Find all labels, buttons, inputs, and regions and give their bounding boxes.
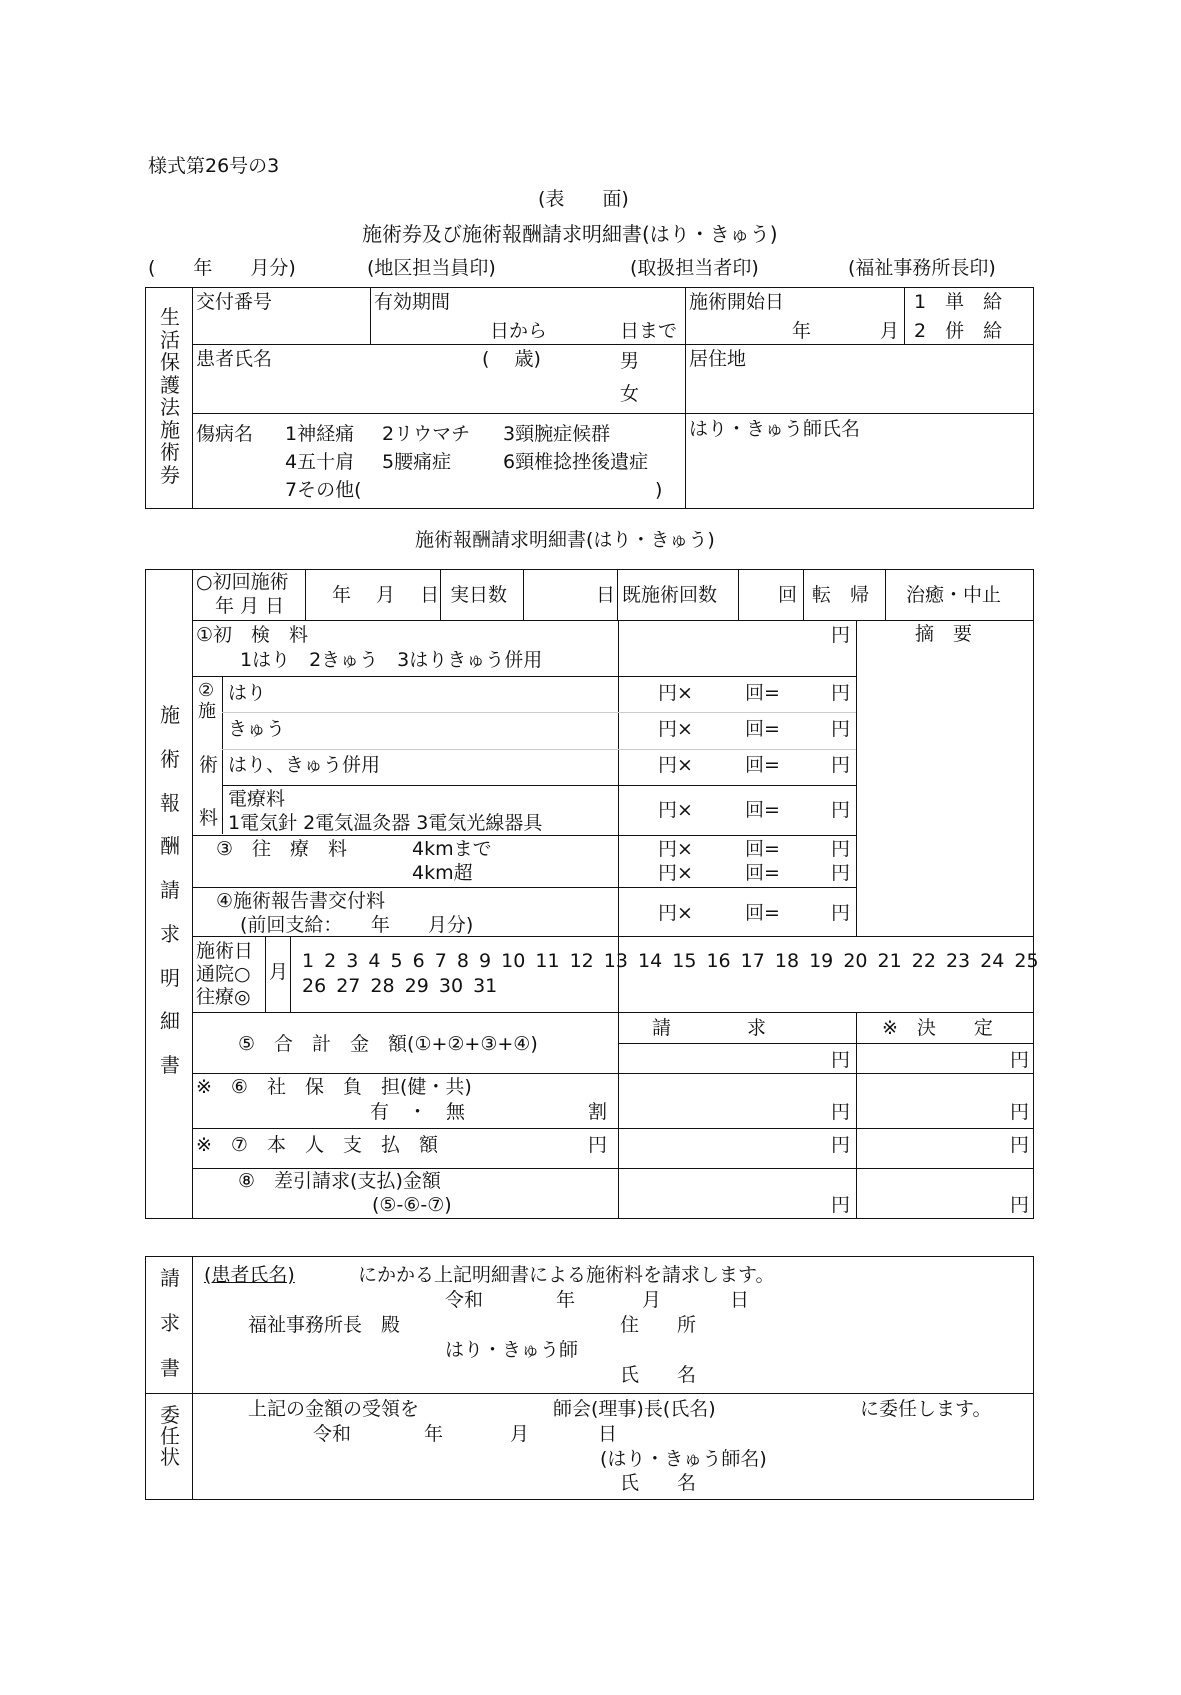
disease-option-5[interactable]: 5腰痛症 bbox=[382, 451, 452, 473]
claim-name-label: 氏 名 bbox=[620, 1364, 697, 1386]
claim-era: 令和 bbox=[445, 1289, 484, 1311]
combined-times: 回= bbox=[745, 754, 780, 776]
initial-fee-yen: 円 bbox=[831, 624, 851, 646]
claim-month: 月 bbox=[642, 1289, 662, 1311]
self-pay-unit-yen: 円 bbox=[588, 1134, 608, 1156]
self-pay-claim-yen: 円 bbox=[831, 1134, 851, 1156]
disease-option-other[interactable]: 7その他( bbox=[285, 479, 362, 501]
travel-under-unit-yen: 円× bbox=[658, 838, 693, 860]
delegation-name-label: 氏 名 bbox=[620, 1472, 697, 1494]
electro-times: 回= bbox=[745, 799, 780, 821]
report-fee-previous[interactable]: (前回支給： 年 月分) bbox=[240, 914, 474, 936]
treatment-row-combined: はり、きゅう併用 bbox=[228, 754, 381, 776]
side-label: (表 面) bbox=[538, 188, 629, 210]
decision-column-header: ※ 決 定 bbox=[882, 1017, 993, 1039]
net-claim-yen: 円 bbox=[831, 1194, 851, 1216]
total-claim-yen: 円 bbox=[831, 1049, 851, 1071]
patient-name-label: 患者氏名 bbox=[196, 348, 273, 370]
first-date-label-2: 年 月 日 bbox=[215, 595, 285, 617]
claim-day: 日 bbox=[730, 1289, 750, 1311]
delegation-month: 月 bbox=[510, 1423, 530, 1445]
delegation-text-2[interactable]: 師会(理事)長(氏名) bbox=[553, 1398, 716, 1420]
insurance-options[interactable]: 有 ・ 無 bbox=[370, 1101, 466, 1123]
period-field[interactable]: ( 年 月分) bbox=[148, 257, 296, 279]
valid-period-label: 有効期間 bbox=[374, 291, 451, 313]
patient-name-field[interactable]: (患者氏名) bbox=[204, 1264, 295, 1286]
hari-total-yen: 円 bbox=[831, 682, 851, 704]
actual-days-label: 実日数 bbox=[450, 584, 508, 606]
treatment-days-label: 施術日 通院○ 往療◎ bbox=[196, 940, 254, 1008]
treatment-days-row-2[interactable]: 26 27 28 29 30 31 bbox=[302, 975, 498, 997]
outcome-options[interactable]: 治癒・中止 bbox=[906, 584, 1002, 606]
kyu-total-yen: 円 bbox=[831, 718, 851, 740]
treatment-fee-side-4: 料 bbox=[199, 807, 219, 829]
valid-to-label: 日まで bbox=[620, 320, 678, 342]
travel-under-total-yen: 円 bbox=[831, 838, 851, 860]
insurance-rate-unit: 割 bbox=[588, 1101, 608, 1123]
start-date-label: 施術開始日 bbox=[689, 291, 785, 313]
disease-other-close: ) bbox=[655, 479, 663, 501]
initial-fee-label: ①初 検 料 bbox=[196, 624, 309, 646]
claim-side-title: 請 求 書 bbox=[160, 1266, 180, 1380]
remarks-label: 摘 要 bbox=[915, 623, 973, 645]
valid-from-label: 日から bbox=[490, 320, 548, 342]
treatment-fee-side-3: 術 bbox=[199, 754, 219, 776]
claim-year: 年 bbox=[556, 1289, 576, 1311]
net-decision-yen: 円 bbox=[1010, 1194, 1030, 1216]
claim-statement: にかかる上記明細書による施術料を請求します。 bbox=[358, 1264, 775, 1286]
residence-label: 居住地 bbox=[689, 348, 747, 370]
net-amount-formula: (⑤-⑥-⑦) bbox=[372, 1194, 452, 1216]
issue-number-label: 交付番号 bbox=[196, 291, 273, 313]
total-amount-label: ⑤ 合 計 金 額(①+②+③+④) bbox=[238, 1033, 538, 1055]
insurance-claim-yen: 円 bbox=[831, 1101, 851, 1123]
electro-fee-options[interactable]: 1電気針 2電気温灸器 3電気光線器具 bbox=[228, 812, 543, 834]
hari-times: 回= bbox=[745, 682, 780, 704]
travel-over-4km: 4km超 bbox=[412, 862, 473, 884]
treatment-fee-side-title: ② 施 bbox=[198, 680, 216, 722]
sex-male-option[interactable]: 男 bbox=[620, 350, 640, 372]
document-title: 施術券及び施術報酬請求明細書(はり・きゅう) bbox=[362, 222, 778, 246]
statement-title: 施術報酬請求明細書(はり・きゅう) bbox=[415, 529, 715, 551]
disease-option-3[interactable]: 3頸腕症候群 bbox=[503, 423, 611, 445]
report-fee-label: ④施術報告書交付料 bbox=[216, 890, 386, 912]
travel-over-times: 回= bbox=[745, 862, 780, 884]
seal-district-officer[interactable]: (地区担当員印) bbox=[367, 257, 496, 279]
month-label: 月 bbox=[269, 961, 289, 983]
delegation-year: 年 bbox=[424, 1423, 444, 1445]
sex-female-option[interactable]: 女 bbox=[620, 383, 640, 405]
treatment-row-kyu: きゅう bbox=[228, 718, 286, 740]
net-amount-label: ⑧ 差引請求(支払)金額 bbox=[238, 1170, 441, 1192]
combined-total-yen: 円 bbox=[831, 754, 851, 776]
electro-fee-label: 電療料 bbox=[228, 788, 286, 810]
insurance-decision-yen: 円 bbox=[1010, 1101, 1030, 1123]
ticket-side-title: 生 活 保 護 法 施 術 券 bbox=[160, 305, 180, 487]
treatment-days-row-1[interactable]: 1 2 3 4 5 6 7 8 9 10 11 12 13 14 15 16 17 18 19 20 21 22 23 24 25 bbox=[302, 950, 1039, 972]
travel-under-4km: 4kmまで bbox=[412, 838, 492, 860]
delegation-era: 令和 bbox=[313, 1423, 352, 1445]
report-total-yen: 円 bbox=[831, 902, 851, 924]
treatment-row-hari: はり bbox=[228, 682, 267, 704]
treatment-ticket-table bbox=[145, 287, 1034, 509]
delegation-day: 日 bbox=[598, 1423, 618, 1445]
combined-unit-yen: 円× bbox=[658, 754, 693, 776]
claim-practitioner-label: はり・きゅう師 bbox=[445, 1339, 579, 1361]
total-decision-yen: 円 bbox=[1010, 1049, 1030, 1071]
report-times: 回= bbox=[745, 902, 780, 924]
age-field[interactable]: ( 歳) bbox=[482, 348, 541, 370]
travel-over-total-yen: 円 bbox=[831, 862, 851, 884]
delegation-text-3: に委任します。 bbox=[860, 1398, 992, 1420]
benefit-single-option[interactable]: 1 単 給 bbox=[914, 291, 1003, 313]
form-number: 様式第26号の3 bbox=[148, 155, 280, 177]
outcome-label: 転 帰 bbox=[812, 584, 870, 606]
claim-column-header: 請 求 bbox=[652, 1017, 767, 1039]
start-month: 月 bbox=[880, 320, 900, 342]
prior-count-unit: 回 bbox=[778, 584, 798, 606]
electro-total-yen: 円 bbox=[831, 799, 851, 821]
kyu-unit-yen: 円× bbox=[658, 718, 693, 740]
report-unit-yen: 円× bbox=[658, 902, 693, 924]
seal-director[interactable]: (福祉事務所長印) bbox=[848, 257, 996, 279]
seal-handler[interactable]: (取扱担当者印) bbox=[630, 257, 759, 279]
travel-over-unit-yen: 円× bbox=[658, 862, 693, 884]
claim-delegation-table bbox=[145, 1256, 1034, 1500]
disease-option-1[interactable]: 1神経痛 bbox=[285, 423, 355, 445]
actual-days-unit: 日 bbox=[596, 584, 616, 606]
travel-under-times: 回= bbox=[745, 838, 780, 860]
delegation-text-1: 上記の金額の受領を bbox=[248, 1398, 420, 1420]
first-date-field[interactable]: 年 月 日 bbox=[332, 584, 440, 606]
claim-address-label: 住 所 bbox=[620, 1314, 697, 1336]
travel-fee-label: ③ 往 療 料 bbox=[216, 838, 348, 860]
delegation-practitioner-label: (はり・きゅう師名) bbox=[600, 1448, 767, 1470]
prior-count-label: 既施術回数 bbox=[622, 584, 718, 606]
practitioner-name-label: はり・きゅう師氏名 bbox=[689, 418, 861, 440]
insurance-burden-label: ※ ⑥ 社 保 負 担(健・共) bbox=[196, 1076, 472, 1098]
delegation-side-title: 委 任 状 bbox=[160, 1403, 180, 1469]
kyu-times: 回= bbox=[745, 718, 780, 740]
disease-option-2[interactable]: 2リウマチ bbox=[382, 423, 471, 445]
disease-option-4[interactable]: 4五十肩 bbox=[285, 451, 355, 473]
first-date-label: ○初回施術 bbox=[196, 571, 289, 593]
start-year: 年 bbox=[792, 320, 812, 342]
hari-unit-yen: 円× bbox=[658, 682, 693, 704]
self-pay-label: ※ ⑦ 本 人 支 払 額 bbox=[196, 1134, 438, 1156]
claim-addressee: 福祉事務所長 殿 bbox=[248, 1314, 401, 1336]
initial-fee-options[interactable]: 1はり 2きゅう 3はりきゅう併用 bbox=[240, 649, 543, 671]
disease-option-6[interactable]: 6頸椎捻挫後遺症 bbox=[503, 451, 649, 473]
electro-unit-yen: 円× bbox=[658, 799, 693, 821]
statement-side-title: 施 術 報 酬 請 求 明 細 書 bbox=[160, 703, 180, 1077]
self-pay-decision-yen: 円 bbox=[1010, 1134, 1030, 1156]
disease-label: 傷病名 bbox=[196, 423, 254, 445]
benefit-combined-option[interactable]: 2 併 給 bbox=[914, 320, 1003, 342]
